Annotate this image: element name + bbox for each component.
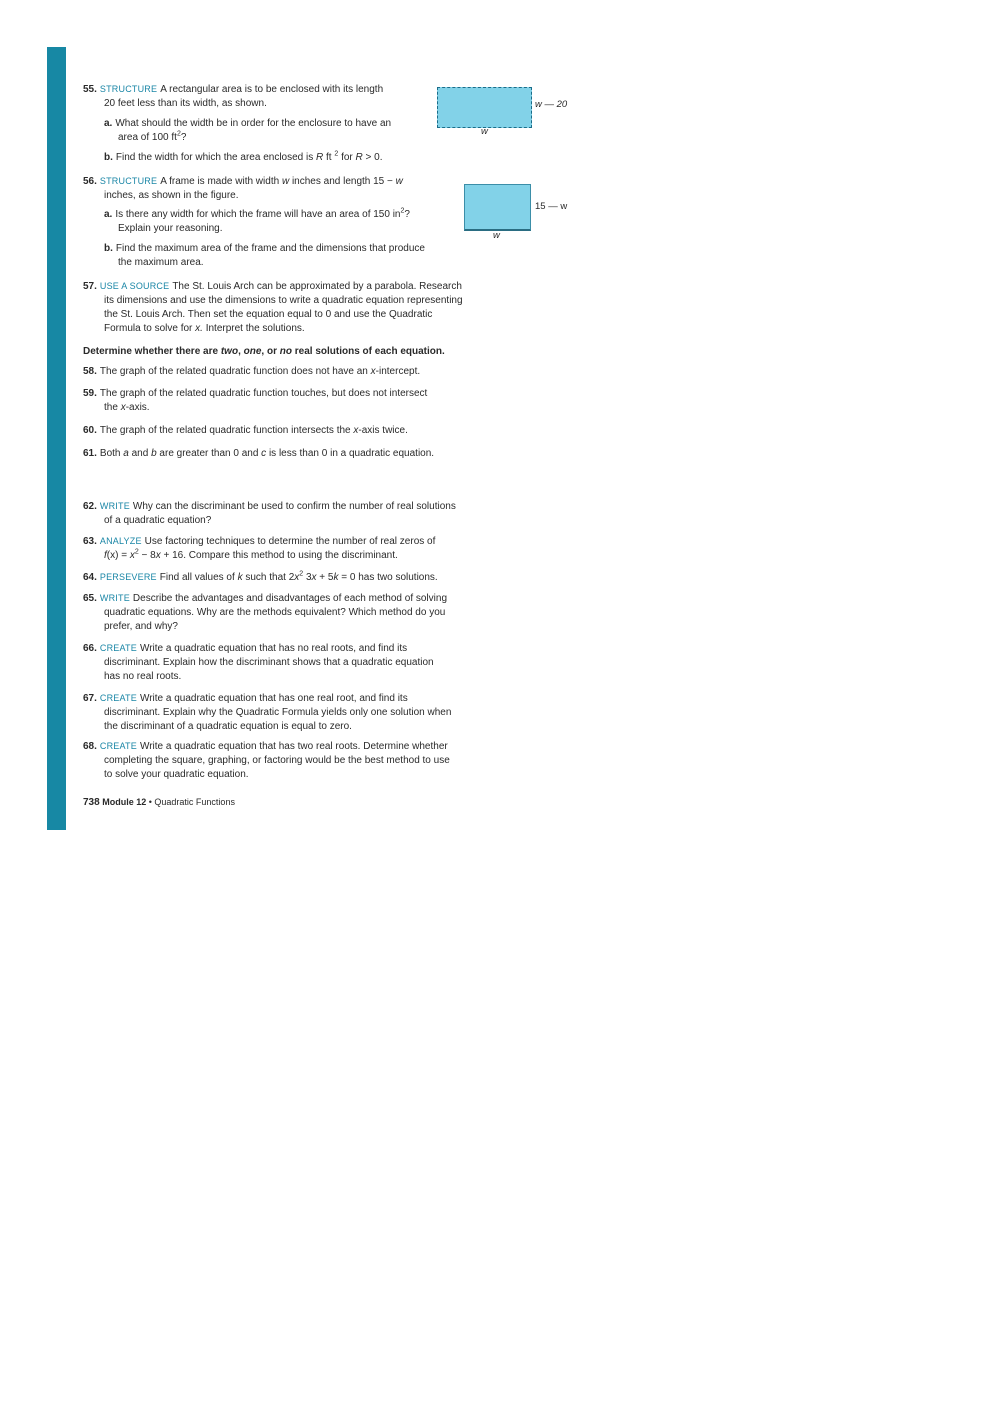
problem-tag: WRITE xyxy=(99,593,130,603)
problem-number: 58. xyxy=(83,366,97,377)
superscript: 2 xyxy=(400,207,405,215)
problem-60 xyxy=(83,424,408,438)
problem-tag: STRUCTURE xyxy=(99,176,158,186)
superscript: 2 xyxy=(176,130,181,138)
problem-57 xyxy=(83,279,463,336)
problem-text: are greater than 0 and xyxy=(159,448,259,459)
var: w xyxy=(395,176,403,187)
problem-text: to solve your quadratic equation. xyxy=(104,769,249,780)
problem-number: 66. xyxy=(83,643,97,654)
problem-text: A rectangular area is to be enclosed with its length xyxy=(160,84,384,95)
problem-number: 62. xyxy=(83,501,97,512)
problem-tag: STRUCTURE xyxy=(99,84,158,94)
var: a xyxy=(123,448,129,459)
problem-text: Both xyxy=(99,448,121,459)
problem-text: -axis twice. xyxy=(358,425,408,436)
heading-emph: one xyxy=(243,346,262,357)
part-text: for xyxy=(341,152,353,163)
problem-58 xyxy=(83,365,420,379)
problem-text: the xyxy=(104,402,118,413)
problem-text: of a quadratic equation? xyxy=(104,515,212,526)
figure-label-width-text: w xyxy=(493,230,500,241)
frame-rectangle-figure xyxy=(464,184,531,231)
problem-text: -axis. xyxy=(125,402,150,413)
problem-number: 65. xyxy=(83,593,97,604)
problem-55 xyxy=(83,82,383,111)
part-text: ? xyxy=(180,132,187,143)
problem-66 xyxy=(83,641,434,684)
figure-label-width-text: w xyxy=(481,126,488,137)
var: x xyxy=(311,572,317,583)
problem-55a xyxy=(104,117,391,145)
heading-text: , or xyxy=(261,346,277,357)
problem-61 xyxy=(83,447,434,461)
footer-separator: • xyxy=(148,797,152,807)
problem-text: inches, as shown in the figure. xyxy=(104,190,239,201)
part-text: What should the width be in order for the enclosure to have an xyxy=(115,118,392,129)
figure-label-length xyxy=(535,98,567,112)
part-text: Find the maximum area of the frame and the dimensions that produce xyxy=(115,243,425,254)
problem-64 xyxy=(83,570,438,585)
var: k xyxy=(237,572,243,583)
problem-number: 56. xyxy=(83,176,97,187)
problem-67 xyxy=(83,691,451,734)
problem-number: 68. xyxy=(83,741,97,752)
var: x xyxy=(155,550,161,561)
problem-text: 20 feet less than its width, as shown. xyxy=(104,98,267,109)
var: x xyxy=(353,425,359,436)
problem-text: Why can the discriminant be used to confirm the number of real solutions xyxy=(132,501,456,512)
problem-65 xyxy=(83,591,447,634)
part-text: Explain your reasoning. xyxy=(118,223,223,234)
heading-text: , xyxy=(238,346,241,357)
problem-text: Describe the advantages and disadvantages of each method of solving xyxy=(132,593,448,604)
problem-tag: WRITE xyxy=(99,501,130,511)
var: b xyxy=(151,448,157,459)
superscript: 2 xyxy=(334,150,339,158)
problem-62 xyxy=(83,499,456,528)
problem-tag: USE A SOURCE xyxy=(99,281,170,291)
problem-number: 63. xyxy=(83,536,97,547)
problem-56a xyxy=(104,208,410,236)
module-title: Quadratic Functions xyxy=(154,797,235,807)
problem-55b xyxy=(104,151,383,165)
problem-text: and xyxy=(131,448,149,459)
problem-text: has no real roots. xyxy=(104,671,182,682)
part-text: Find the width for which the area enclosed is xyxy=(115,152,314,163)
problem-text: = 0 has two solutions. xyxy=(341,572,438,583)
problem-text: such that 2 xyxy=(245,572,295,583)
problem-text: the St. Louis Arch. Then set the equation equal to 0 and use the Quadratic xyxy=(104,309,433,320)
problem-text: − 8 xyxy=(141,550,156,561)
problem-text: The graph of the related quadratic function intersects the xyxy=(99,425,351,436)
problem-number: 57. xyxy=(83,281,97,292)
figure-label-width xyxy=(481,125,488,139)
problem-text: -intercept. xyxy=(375,366,421,377)
problem-number: 61. xyxy=(83,448,97,459)
problem-text: (x) = xyxy=(106,550,128,561)
part-text: area of 100 ft xyxy=(118,132,177,143)
part-text: ft xyxy=(326,152,332,163)
part-label: a. xyxy=(104,118,113,129)
problem-text: Use factoring techniques to determine the number of real zeros of xyxy=(144,536,436,547)
problem-text: + 16. Compare this method to using the discriminant. xyxy=(163,550,398,561)
var: w xyxy=(281,176,290,187)
superscript: 2 xyxy=(299,570,304,578)
problem-number: 60. xyxy=(83,425,97,436)
problem-number: 64. xyxy=(83,572,97,583)
problem-text: Interpret the solutions. xyxy=(205,323,305,334)
var: R xyxy=(316,152,324,163)
module-label: Module 12 xyxy=(102,797,147,807)
problem-number: 55. xyxy=(83,84,97,95)
heading-text: Determine whether there are xyxy=(83,346,219,357)
problem-text: The graph of the related quadratic function touches, but does not intersect xyxy=(99,388,428,399)
figure-label-length-text: w — 20 xyxy=(535,99,568,110)
problem-text: The graph of the related quadratic function does not have an xyxy=(99,366,368,377)
problem-tag: CREATE xyxy=(99,643,137,653)
problem-tag: PERSEVERE xyxy=(99,572,157,582)
problem-text: discriminant. Explain why the Quadratic Formula yields only one solution when xyxy=(104,707,452,718)
heading-emph: no xyxy=(279,346,292,357)
problem-text: Write a quadratic equation that has two real roots. Determine whether xyxy=(139,741,448,752)
problem-number: 67. xyxy=(83,693,97,704)
problem-tag: ANALYZE xyxy=(99,536,142,546)
figure-label-width xyxy=(493,229,500,243)
var: x xyxy=(294,572,300,583)
enclosure-rectangle-figure xyxy=(437,87,532,128)
problem-text: the discriminant of a quadratic equation is equal to zero. xyxy=(104,721,352,732)
heading-text: real solutions of each equation. xyxy=(294,346,445,357)
figure-label-length xyxy=(535,200,567,214)
var: x xyxy=(370,366,376,377)
problem-text: Write a quadratic equation that has one real root, and find its xyxy=(139,693,408,704)
part-label: b. xyxy=(104,243,113,254)
problem-text: A frame is made with width xyxy=(160,176,280,187)
problem-text: Formula to solve for xyxy=(104,323,193,334)
problem-text: completing the square, graphing, or factoring would be the best method to use xyxy=(104,755,450,766)
problem-text: Find all values of xyxy=(159,572,235,583)
var: x xyxy=(120,402,126,413)
page-footer xyxy=(83,795,235,810)
part-text: the maximum area. xyxy=(118,257,204,268)
problem-text: its dimensions and use the dimensions to write a quadratic equation representing xyxy=(104,295,463,306)
problem-text: Write a quadratic equation that has no real roots, and find its xyxy=(139,643,408,654)
problem-68 xyxy=(83,739,450,782)
part-label: b. xyxy=(104,152,113,163)
var: k xyxy=(333,572,339,583)
var: x. xyxy=(195,323,203,334)
var: x xyxy=(129,550,135,561)
problem-63 xyxy=(83,534,435,563)
sidebar-stripe xyxy=(47,47,66,830)
problem-text: discriminant. Explain how the discriminant shows that a quadratic equation xyxy=(104,657,434,668)
var: c xyxy=(261,448,267,459)
problem-text: quadratic equations. Why are the methods equivalent? Which method do you xyxy=(104,607,446,618)
part-text: Is there any width for which the frame will have an area of 150 in xyxy=(115,209,401,220)
section-heading xyxy=(83,345,445,359)
part-text: > 0. xyxy=(365,152,383,163)
problem-text: is less than 0 in a quadratic equation. xyxy=(268,448,435,459)
problem-text: inches and length 15 − xyxy=(291,176,393,187)
superscript: 2 xyxy=(134,548,139,556)
problem-tag: CREATE xyxy=(99,693,137,703)
problem-59 xyxy=(83,387,427,415)
problem-tag: CREATE xyxy=(99,741,137,751)
problem-text: 3 xyxy=(305,572,312,583)
problem-56b xyxy=(104,242,425,270)
problem-text: prefer, and why? xyxy=(104,621,178,632)
part-text: ? xyxy=(404,209,410,220)
heading-emph: two xyxy=(220,346,239,357)
var: f xyxy=(104,550,107,561)
var: R xyxy=(355,152,363,163)
figure-label-length-text: 15 — w xyxy=(535,201,568,212)
problem-text: + 5 xyxy=(319,572,334,583)
page-number: 738 xyxy=(83,797,100,808)
part-label: a. xyxy=(104,209,113,220)
problem-number: 59. xyxy=(83,388,97,399)
problem-text: The St. Louis Arch can be approximated by a parabola. Research xyxy=(172,281,462,292)
problem-56 xyxy=(83,174,403,203)
